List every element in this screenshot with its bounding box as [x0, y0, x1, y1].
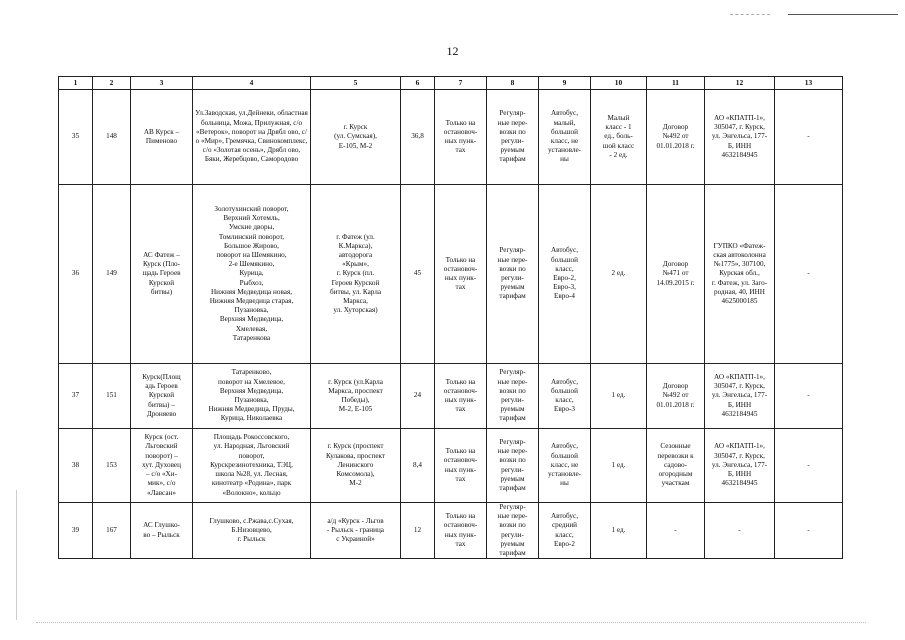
cell-streets: г. Курск (ул.Карла Маркса, проспект Победы), М-2, Е-105: [311, 364, 401, 429]
cell-notes: -: [775, 503, 843, 559]
cell-transport-type: Регуляр- ные пере- возки по регули- руемым тарифам: [487, 429, 539, 503]
cell-length: 45: [401, 185, 435, 364]
cell-vehicle: Автобус, малый, большой класс, не установле- ны: [539, 90, 591, 185]
cell-length: 36,8: [401, 90, 435, 185]
table-row: [59, 503, 843, 559]
cell-notes: -: [775, 90, 843, 185]
cell-row-number: 35: [59, 90, 93, 185]
cell-boarding: Только на остановоч- ных пунк- тах: [435, 364, 487, 429]
cell-vehicle: Автобус, средний класс, Евро-2: [539, 503, 591, 559]
cell-boarding: Только на остановоч- ных пунк- тах: [435, 90, 487, 185]
cell-carrier: АО «КПАТП-1», 305047, г. Курск, ул. Энгельса, 177- Б, ИНН 4632184945: [705, 90, 775, 185]
routes-table: [58, 76, 843, 559]
cell-streets: г. Курск (проспект Кулакова, проспект Ленинского Комсомола), М-2: [311, 429, 401, 503]
header-col-11: 11: [647, 77, 705, 90]
header-col-10: 10: [591, 77, 647, 90]
header-col-2: 2: [93, 77, 131, 90]
header-col-6: 6: [401, 77, 435, 90]
cell-length: 8,4: [401, 429, 435, 503]
cell-vehicle: Автобус, большой класс, не установле- ны: [539, 429, 591, 503]
cell-streets: а/д «Курск - Льгов - Рыльск - граница с Украиной»: [311, 503, 401, 559]
scan-artifact-footer: [36, 622, 866, 623]
header-col-3: 3: [131, 77, 193, 90]
cell-carrier: ГУПКО «Фатеж- ская автоколонна №1775», 307100, Курская обл., г. Фатеж, ул. Заго- родная, 40, ИНН 4625000185: [705, 185, 775, 364]
cell-route-name: Курск (ост. Льговский поворот) – хут. Духовец – с/о «Хи- мик», с/о «Лавсан»: [131, 429, 193, 503]
scan-artifact-rule: [788, 14, 898, 15]
cell-transport-type: Регуляр- ные пере- возки по регули- руемым тарифам: [487, 364, 539, 429]
cell-route-number: 148: [93, 90, 131, 185]
cell-contract: -: [647, 503, 705, 559]
cell-contract: Договор №492 от 01.01.2018 г.: [647, 364, 705, 429]
cell-vehicle-count: 1 ед.: [591, 364, 647, 429]
cell-carrier: АО «КПАТП-1», 305047, г. Курск, ул. Энгельса, 177- Б, ИНН 4632184945: [705, 429, 775, 503]
cell-vehicle-count: Малый класс - 1 ед., боль- шой класс - 2 ед.: [591, 90, 647, 185]
cell-vehicle-count: 2 ед.: [591, 185, 647, 364]
table-row: [59, 185, 843, 364]
cell-vehicle: Автобус, большой класс, Евро-2, Евро-3, Евро-4: [539, 185, 591, 364]
cell-boarding: Только на остановоч- ных пунк- тах: [435, 503, 487, 559]
header-col-4: 4: [193, 77, 311, 90]
header-col-9: 9: [539, 77, 591, 90]
cell-stops: Золотухинский поворот, Верхний Хотемль, Умские дворы, Томлинский поворот, Большое Жирово, поворот на Шемякино, 2-е Шемякино, Курица, Рыбхоз, Нижняя Медведица новая, Нижняя Медведица старая, Пузановка, Верхняя Медведица, Хмелевая, Татаренкова: [193, 185, 311, 364]
cell-notes: -: [775, 364, 843, 429]
table-row: [59, 90, 843, 185]
cell-notes: -: [775, 185, 843, 364]
cell-carrier: -: [705, 503, 775, 559]
cell-route-name: Курск(Площ адь Героев Курской битвы) – Дроняево: [131, 364, 193, 429]
scan-artifact-dash: [730, 14, 770, 15]
cell-stops: Площадь Рокоссовского, ул. Народная, Льговский поворот, Курскрезинотехника, ТЭЦ, школа №28, ул. Лесная, кинотеатр «Родина», парк «Волокно», кольцо: [193, 429, 311, 503]
page-number: 12: [446, 44, 459, 58]
cell-route-name: АС Фатеж – Курск (Пло- щадь Героев Курской битвы): [131, 185, 193, 364]
cell-route-number: 167: [93, 503, 131, 559]
cell-contract: Договор №471 от 14.09.2015 г.: [647, 185, 705, 364]
header-col-7: 7: [435, 77, 487, 90]
cell-row-number: 36: [59, 185, 93, 364]
cell-vehicle-count: 1 ед.: [591, 429, 647, 503]
cell-route-name: АС Глушко- во – Рыльск: [131, 503, 193, 559]
header-col-5: 5: [311, 77, 401, 90]
cell-route-number: 149: [93, 185, 131, 364]
header-col-12: 12: [705, 77, 775, 90]
cell-boarding: Только на остановоч- ных пунк- тах: [435, 429, 487, 503]
table-row: [59, 364, 843, 429]
cell-transport-type: Регуляр- ные пере- возки по регули- руемым тарифам: [487, 185, 539, 364]
table-row: [59, 429, 843, 503]
cell-row-number: 37: [59, 364, 93, 429]
cell-route-number: 151: [93, 364, 131, 429]
cell-route-name: АВ Курск – Пименово: [131, 90, 193, 185]
cell-vehicle-count: 1 ед.: [591, 503, 647, 559]
table-header-row: [59, 77, 843, 90]
header-col-8: 8: [487, 77, 539, 90]
cell-transport-type: Регуляр- ные пере- возки по регули- руемым тарифам: [487, 90, 539, 185]
cell-length: 12: [401, 503, 435, 559]
cell-row-number: 39: [59, 503, 93, 559]
cell-vehicle: Автобус, большой класс, Евро-3: [539, 364, 591, 429]
cell-stops: Глушково, с.Ржава,с.Сухая, Б.Низовцево, г. Рыльск: [193, 503, 311, 559]
cell-length: 24: [401, 364, 435, 429]
cell-carrier: АО «КПАТП-1», 305047, г. Курск, ул. Энгельса, 177- Б, ИНН 4632184945: [705, 364, 775, 429]
cell-transport-type: Регуляр- ные пере- возки по регули- руемым тарифам: [487, 503, 539, 559]
cell-contract: Сезонные перевозки к садово- огородным участкам: [647, 429, 705, 503]
cell-notes: -: [775, 429, 843, 503]
cell-route-number: 153: [93, 429, 131, 503]
scan-artifact-edge: [16, 490, 17, 620]
header-col-13: 13: [775, 77, 843, 90]
cell-streets: г. Фатеж (ул. К.Маркса), автодорога «Крым», г. Курск (пл. Героев Курской битвы, ул. Карла Маркса, ул. Хуторская): [311, 185, 401, 364]
cell-stops: Ул.Заводская, ул.Дейнеки, областная больница, Можа, Прилужная, с/о «Ветерок», поворот на Дрябл ово, с/о «Мир», Гремячка, Свинокомплекс, с/о «Золотая осень», Дрябл ово, Бяки, Жеребцово, Самородово: [193, 90, 311, 185]
cell-row-number: 38: [59, 429, 93, 503]
cell-stops: Татаренково, поворот на Хмелевое, Верхняя Медведица, Пузановка, Нижняя Медведица, Пруды, Курица, Николаевка: [193, 364, 311, 429]
cell-streets: г. Курск (ул. Сумская), Е-105, М-2: [311, 90, 401, 185]
cell-contract: Договор №492 от 01.01.2018 г.: [647, 90, 705, 185]
cell-boarding: Только на остановоч- ных пунк- тах: [435, 185, 487, 364]
header-col-1: 1: [59, 77, 93, 90]
